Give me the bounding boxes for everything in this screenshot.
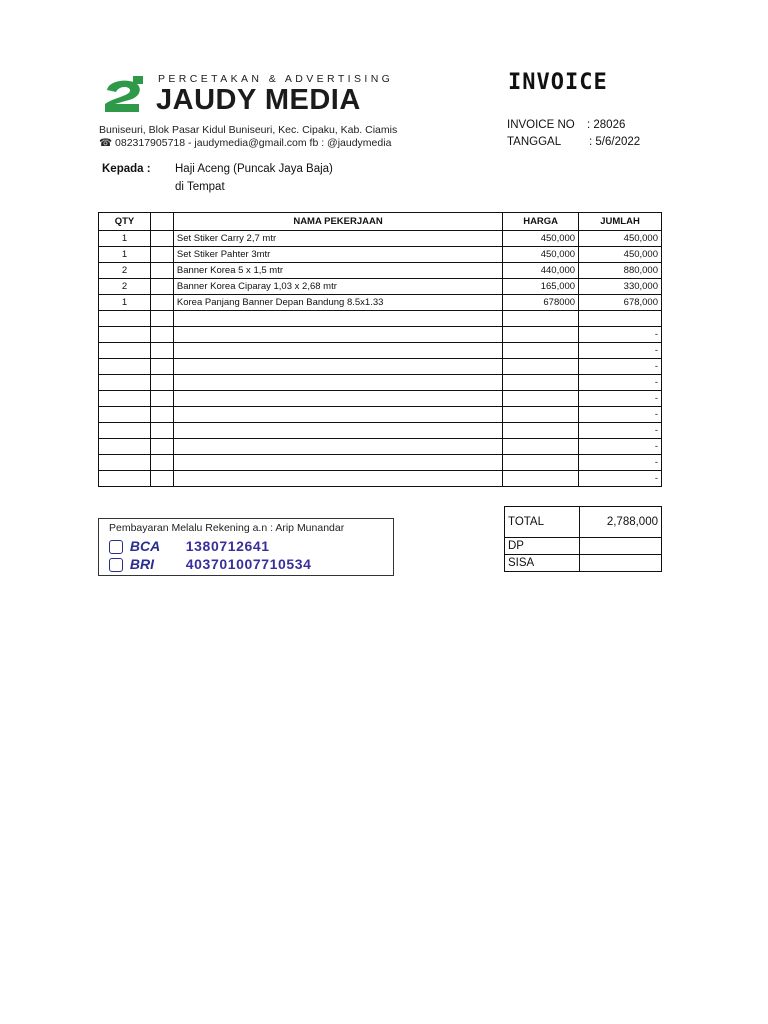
cell-blank <box>150 263 173 279</box>
cell-qty <box>99 343 151 359</box>
cell-blank <box>150 471 173 487</box>
cell-qty <box>99 391 151 407</box>
table-row <box>99 375 662 391</box>
cell-blank <box>150 375 173 391</box>
table-body <box>99 231 662 487</box>
cell-jumlah: 450,000 <box>579 247 662 263</box>
cell-blank <box>150 247 173 263</box>
cell-jumlah: - <box>579 455 662 471</box>
cell-blank <box>150 359 173 375</box>
cell-blank <box>150 423 173 439</box>
cell-harga <box>503 311 579 327</box>
cell-harga: 165,000 <box>503 279 579 295</box>
dp-row <box>505 538 662 555</box>
bank-row-bri <box>109 556 312 572</box>
header-qty: QTY <box>99 213 151 231</box>
cell-qty: 2 <box>99 263 151 279</box>
table-row <box>99 231 662 247</box>
cell-nama-pekerjaan: Banner Korea 5 x 1,5 mtr <box>173 263 502 279</box>
cell-qty: 1 <box>99 231 151 247</box>
cell-blank <box>150 439 173 455</box>
cell-nama-pekerjaan <box>173 311 502 327</box>
bank-account-bca: 1380712641 <box>185 538 270 554</box>
header-blank <box>150 213 173 231</box>
bank-account-bri: 403701007710534 <box>185 556 312 572</box>
invoice-date-value: : 5/6/2022 <box>589 136 641 148</box>
cell-nama-pekerjaan <box>173 391 502 407</box>
invoice-title: INVOICE <box>508 70 608 95</box>
total-value: 2,788,000 <box>580 507 662 538</box>
cell-harga <box>503 455 579 471</box>
table-row <box>99 279 662 295</box>
cell-harga <box>503 375 579 391</box>
cell-blank <box>150 407 173 423</box>
company-name: JAUDY MEDIA <box>156 84 361 116</box>
cell-harga <box>503 359 579 375</box>
cell-nama-pekerjaan <box>173 343 502 359</box>
cell-qty: 2 <box>99 279 151 295</box>
cell-jumlah: 880,000 <box>579 263 662 279</box>
header-jumlah: JUMLAH <box>579 213 662 231</box>
header-nama-pekerjaan: NAMA PEKERJAAN <box>173 213 502 231</box>
total-label: TOTAL <box>505 507 580 538</box>
cell-nama-pekerjaan: Banner Korea Ciparay 1,03 x 2,68 mtr <box>173 279 502 295</box>
cell-blank <box>150 311 173 327</box>
cell-blank <box>150 279 173 295</box>
total-row <box>505 507 662 538</box>
payment-info-box <box>98 518 394 576</box>
company-tagline: PERCETAKAN & ADVERTISING <box>158 73 394 85</box>
cell-nama-pekerjaan <box>173 455 502 471</box>
cell-qty <box>99 311 151 327</box>
cell-jumlah: 450,000 <box>579 231 662 247</box>
cell-jumlah: 330,000 <box>579 279 662 295</box>
cell-harga: 678000 <box>503 295 579 311</box>
totals-table <box>504 506 662 572</box>
cell-nama-pekerjaan: Set Stiker Pahter 3mtr <box>173 247 502 263</box>
invoice-date-label: TANGGAL <box>507 136 562 148</box>
sisa-label: SISA <box>505 555 580 572</box>
recipient-location: di Tempat <box>175 181 225 193</box>
cell-harga <box>503 423 579 439</box>
cell-jumlah: - <box>579 439 662 455</box>
cell-nama-pekerjaan: Set Stiker Carry 2,7 mtr <box>173 231 502 247</box>
recipient-label: Kepada : <box>102 163 151 175</box>
table-row <box>99 439 662 455</box>
table-row <box>99 471 662 487</box>
cell-jumlah: 678,000 <box>579 295 662 311</box>
table-row <box>99 343 662 359</box>
company-contact <box>99 137 391 149</box>
cell-nama-pekerjaan <box>173 407 502 423</box>
cell-qty <box>99 455 151 471</box>
dp-label: DP <box>505 538 580 555</box>
cell-qty: 1 <box>99 247 151 263</box>
cell-jumlah: - <box>579 391 662 407</box>
header-harga: HARGA <box>503 213 579 231</box>
cell-jumlah: - <box>579 327 662 343</box>
sisa-value <box>580 555 662 572</box>
table-row <box>99 423 662 439</box>
bank-row-bca <box>109 538 270 554</box>
phone-icon: ☎ <box>99 137 113 149</box>
table-header-row <box>99 213 662 231</box>
sisa-row <box>505 555 662 572</box>
cell-harga: 450,000 <box>503 247 579 263</box>
cell-blank <box>150 343 173 359</box>
bank-name-bri: BRI <box>129 556 155 572</box>
cell-jumlah: - <box>579 375 662 391</box>
bank-name-bca: BCA <box>129 538 161 554</box>
company-logo-icon <box>99 76 149 116</box>
cell-harga <box>503 439 579 455</box>
cell-harga <box>503 327 579 343</box>
cell-harga: 450,000 <box>503 231 579 247</box>
cell-nama-pekerjaan <box>173 423 502 439</box>
cell-qty <box>99 407 151 423</box>
cell-harga <box>503 391 579 407</box>
payment-heading: Pembayaran Melalu Rekening a.n : Arip Munandar <box>109 522 345 534</box>
company-contact-text: 082317905718 - jaudymedia@gmail.com fb : @jaudymedia <box>115 137 392 149</box>
bri-logo-icon <box>109 558 123 572</box>
cell-blank <box>150 295 173 311</box>
table-row <box>99 327 662 343</box>
cell-qty <box>99 439 151 455</box>
cell-qty <box>99 375 151 391</box>
table-row <box>99 295 662 311</box>
cell-harga <box>503 471 579 487</box>
bca-logo-icon <box>109 540 123 554</box>
cell-nama-pekerjaan <box>173 375 502 391</box>
table-row <box>99 391 662 407</box>
cell-harga <box>503 343 579 359</box>
table-row <box>99 455 662 471</box>
cell-qty <box>99 359 151 375</box>
cell-nama-pekerjaan <box>173 439 502 455</box>
invoice-no-value: : 28026 <box>587 119 626 131</box>
cell-jumlah: - <box>579 359 662 375</box>
cell-nama-pekerjaan <box>173 471 502 487</box>
dp-value <box>580 538 662 555</box>
cell-blank <box>150 455 173 471</box>
table-row <box>99 407 662 423</box>
cell-blank <box>150 391 173 407</box>
cell-jumlah: - <box>579 471 662 487</box>
cell-harga: 440,000 <box>503 263 579 279</box>
cell-jumlah: - <box>579 407 662 423</box>
cell-qty <box>99 327 151 343</box>
table-row <box>99 247 662 263</box>
cell-jumlah: - <box>579 423 662 439</box>
table-row <box>99 359 662 375</box>
table-row <box>99 311 662 327</box>
cell-jumlah: - <box>579 343 662 359</box>
cell-blank <box>150 327 173 343</box>
cell-nama-pekerjaan <box>173 359 502 375</box>
invoice-items-table <box>98 212 662 487</box>
company-address: Buniseuri, Blok Pasar Kidul Buniseuri, Kec. Cipaku, Kab. Ciamis <box>99 124 398 136</box>
invoice-no-label: INVOICE NO <box>507 119 575 131</box>
cell-nama-pekerjaan <box>173 327 502 343</box>
cell-blank <box>150 231 173 247</box>
cell-qty: 1 <box>99 295 151 311</box>
cell-jumlah <box>579 311 662 327</box>
recipient-name: Haji Aceng (Puncak Jaya Baja) <box>175 163 333 175</box>
table-row <box>99 263 662 279</box>
cell-harga <box>503 407 579 423</box>
cell-qty <box>99 471 151 487</box>
cell-nama-pekerjaan: Korea Panjang Banner Depan Bandung 8.5x1.33 <box>173 295 502 311</box>
cell-qty <box>99 423 151 439</box>
